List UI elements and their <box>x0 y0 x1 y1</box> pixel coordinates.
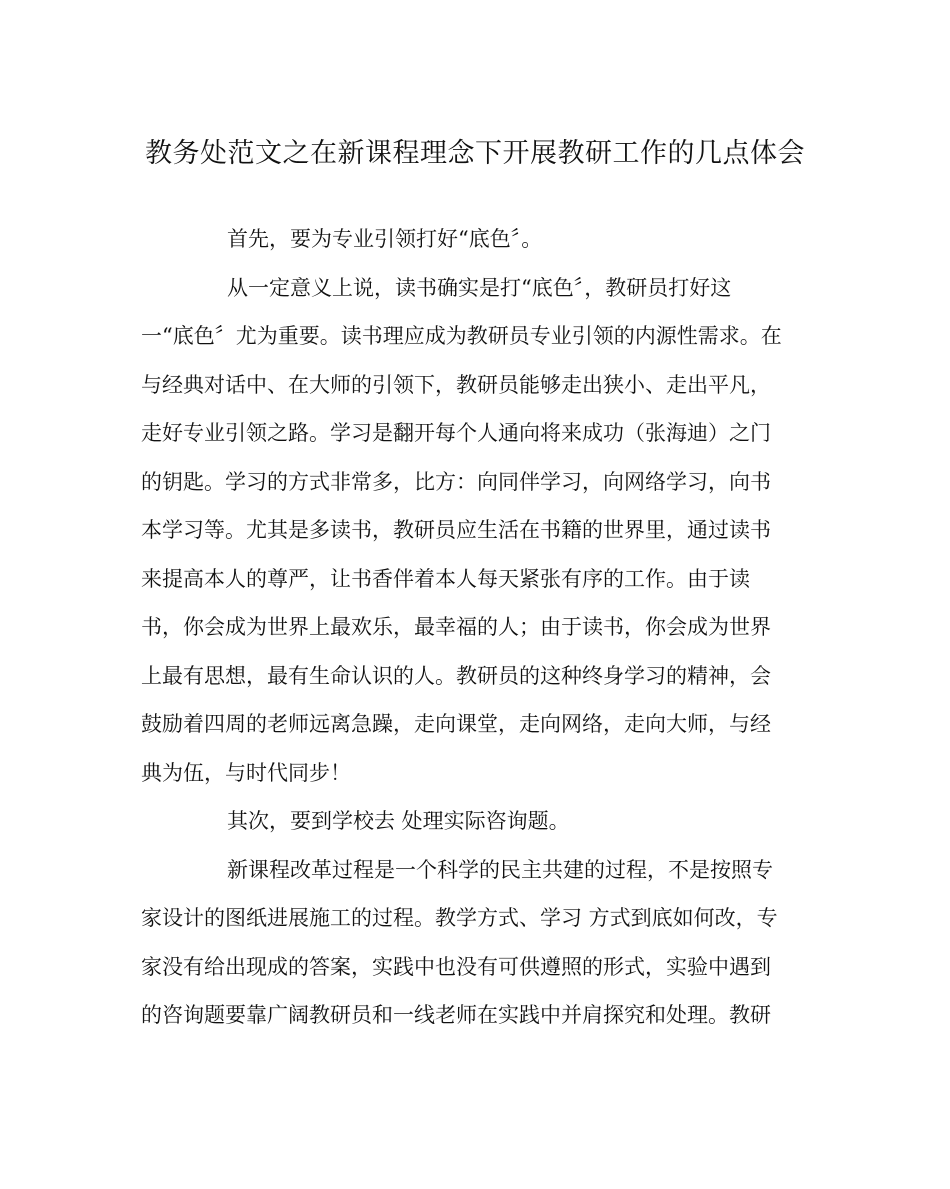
text-line: 鼓励着四周的老师远离急躁，走向课堂，走向网络，走向大师，与经 <box>141 712 771 736</box>
text-line: 从一定意义上说，读书确实是打“底色〞，教研员打好这 <box>227 276 732 300</box>
paragraph-heading-second: 其次，要到学校去 处理实际咨询题。 <box>227 809 570 833</box>
text-line: 家没有给出现成的答案，实践中也没有可供遵照的形式，实验中遇到 <box>141 955 771 979</box>
text-line: 新课程改革过程是一个科学的民主共建的过程，不是按照专 <box>227 858 773 882</box>
text-line: 一“底色〞尤为重要。读书理应成为教研员专业引领的内源性需求。在 <box>141 324 782 348</box>
document-title: 教务处范文之在新课程理念下开展教研工作的几点体会 <box>145 138 805 169</box>
text-line: 与经典对话中、在大师的引领下，教研员能够走出狭小、走出平凡， <box>141 373 771 397</box>
text-line: 本学习等。尤其是多读书，教研员应生活在书籍的世界里，通过读书 <box>141 518 771 542</box>
text-line: 典为伍，与时代同步！ <box>141 761 351 785</box>
text-line: 的钥匙。学习的方式非常多，比方：向同伴学习，向网络学习，向书 <box>141 470 771 494</box>
text-line: 来提高本人的尊严，让书香伴着本人每天紧张有序的工作。由于读 <box>141 567 750 591</box>
text-line: 走好专业引领之路。学习是翻开每个人通向将来成功（张海迪）之门 <box>141 421 771 445</box>
text-line: 的咨询题要靠广阔教研员和一线老师在实践中并肩探究和处理。教研 <box>141 1003 771 1027</box>
paragraph-heading-first: 首先，要为专业引领打好“底色〞。 <box>227 227 543 251</box>
text-line: 书，你会成为世界上最欢乐，最幸福的人；由于读书，你会成为世界 <box>141 615 771 639</box>
text-line: 上最有思想，最有生命认识的人。教研员的这种终身学习的精神，会 <box>141 664 771 688</box>
text-line: 家设计的图纸进展施工的过程。教学方式、学习 方式到底如何改，专 <box>141 906 778 930</box>
